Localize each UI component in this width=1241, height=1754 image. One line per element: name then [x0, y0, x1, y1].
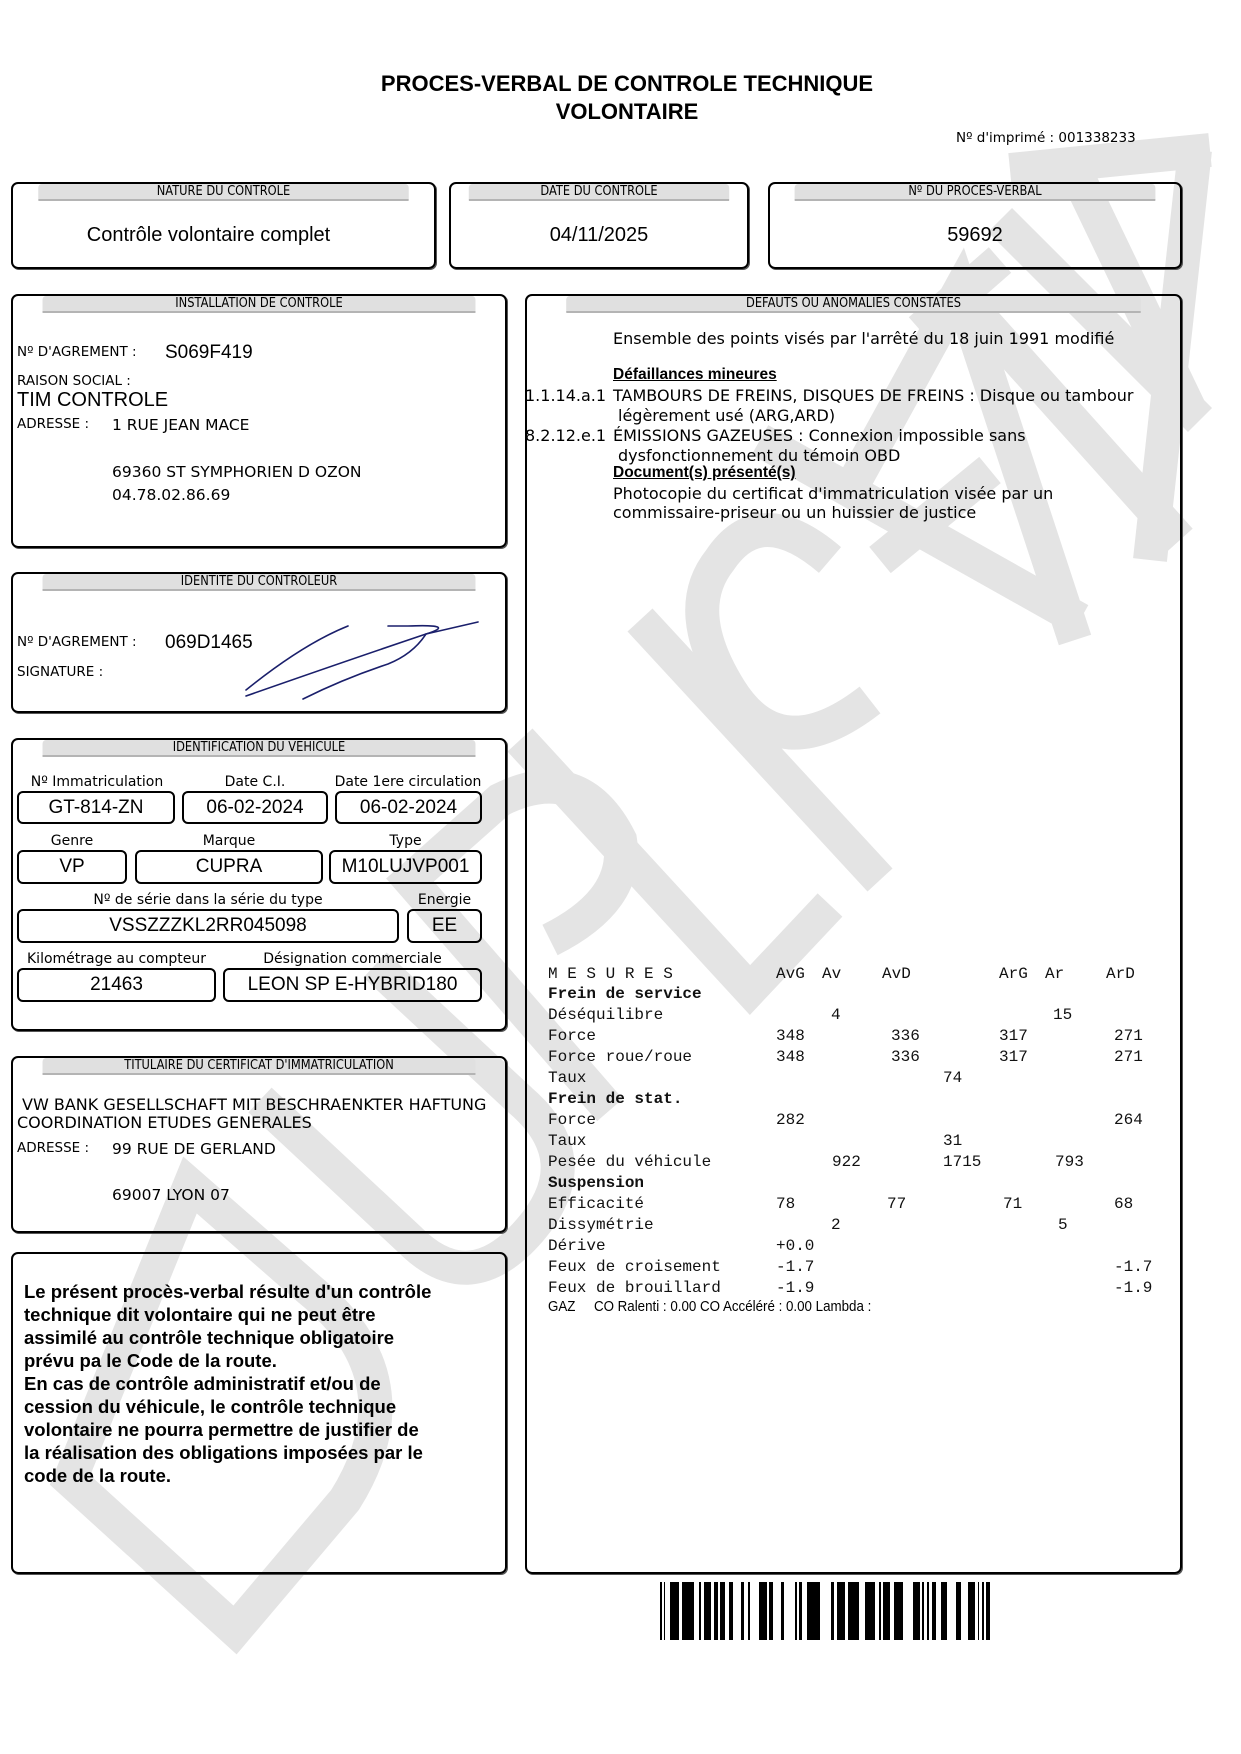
date-circulation-field: 06-02-2024: [335, 791, 482, 824]
cell-avg: 78: [776, 1195, 796, 1213]
barcode-bar: [682, 1582, 694, 1640]
cell-ard: 271: [1114, 1027, 1143, 1045]
pv-number-value: 59692: [947, 224, 1003, 246]
barcode-space: [773, 1582, 782, 1640]
pv-number-box: [768, 182, 1182, 269]
cell-av: 922: [832, 1153, 861, 1171]
kilometrage-field: 21463: [17, 968, 216, 1002]
barcode-bar: [894, 1582, 903, 1640]
cell-mid: 74: [943, 1069, 963, 1087]
controleur-agrement-value: 069D1465: [165, 632, 253, 653]
defaut-item-text-cont: légèrement usé (ARG,ARD): [618, 406, 836, 425]
signature-label: SIGNATURE :: [17, 664, 104, 680]
marque-field: CUPRA: [135, 850, 323, 884]
type-field: M10LUJVP001: [329, 850, 482, 884]
cell-avg: 348: [776, 1027, 805, 1045]
controleur-box: [11, 572, 507, 713]
cell-arg: 317: [999, 1027, 1028, 1045]
barcode-bar: [759, 1582, 768, 1640]
documents-heading: Document(s) présenté(s): [613, 464, 796, 481]
cell-ar: 793: [1055, 1153, 1084, 1171]
nature-label: NATURE DU CONTROLE: [38, 184, 408, 201]
cell-mid: 1715: [943, 1153, 982, 1171]
marque-label: Marque: [202, 833, 256, 849]
barcode-bar: [670, 1582, 679, 1640]
date-circulation-label: Date 1ere circulation: [334, 774, 482, 790]
defaut-item-text: TAMBOURS DE FREINS, DISQUES DE FREINS : Disque ou tambour: [613, 386, 1134, 405]
cell-ard: 264: [1114, 1111, 1143, 1129]
cell-avg: 282: [776, 1111, 805, 1129]
barcode-bar: [807, 1582, 820, 1640]
serie-label: Nº de série dans la série du type: [93, 892, 323, 908]
barcode-bar: [704, 1582, 711, 1640]
titulaire-box: [11, 1056, 507, 1233]
barcode-space: [820, 1582, 830, 1640]
row-label: Dérive: [548, 1237, 606, 1255]
date-ci-label: Date C.I.: [224, 774, 286, 790]
pv-number-label: Nº DU PROCES-VERBAL: [795, 184, 1156, 201]
installation-agrement-label: Nº D'AGREMENT :: [17, 344, 137, 360]
raison-social-label: RAISON SOCIAL :: [17, 373, 131, 389]
controleur-label: IDENTITE DU CONTROLEUR: [43, 574, 476, 591]
notice-line: Le présent procès-verbal résulte d'un contrôle: [24, 1281, 432, 1302]
installation-label: INSTALLATION DE CONTROLE: [43, 296, 476, 313]
row-label: Force: [548, 1111, 597, 1129]
notice-line: En cas de contrôle administratif et/ou de: [24, 1373, 381, 1394]
installation-adresse-label: ADRESSE :: [17, 416, 90, 432]
cell-avd: 77: [887, 1195, 907, 1213]
cell-ard: -1.9: [1114, 1279, 1153, 1297]
signature-scribble: [13, 574, 509, 715]
row-label: Taux: [548, 1069, 587, 1087]
barcode-space: [733, 1582, 741, 1640]
imprime-number: Nº d'imprimé : 001338233: [956, 130, 1136, 146]
col-avg: AvG: [776, 965, 805, 983]
barcode-space: [903, 1582, 913, 1640]
date-ci-field: 06-02-2024: [182, 791, 328, 824]
designation-field: LEON SP E-HYBRID180: [223, 968, 482, 1002]
genre-label: Genre: [50, 833, 94, 849]
nature-box: [11, 182, 436, 269]
cell-ard: 271: [1114, 1048, 1143, 1066]
documents-line2: commissaire-priseur ou un huissier de justice: [613, 503, 977, 522]
barcode-bar: [913, 1582, 920, 1640]
date-value: 04/11/2025: [549, 224, 649, 246]
defaut-item-text: ÉMISSIONS GAZEUSES : Connexion impossible sans: [613, 426, 1026, 445]
cell-avg: -1.9: [776, 1279, 815, 1297]
mesures-title: M E S U R E S: [548, 965, 673, 983]
controleur-agrement-label: Nº D'AGREMENT :: [17, 634, 137, 650]
col-arg: ArG: [999, 965, 1028, 983]
cell-ar: 15: [1053, 1006, 1073, 1024]
row-label: Feux de croisement: [548, 1258, 721, 1276]
document-title-line2: VOLONTAIRE: [555, 99, 699, 124]
cell-ard: -1.7: [1114, 1258, 1153, 1276]
gaz-line: GAZ CO Ralenti : 0.00 CO Accéléré : 0.00 Lambda :: [548, 1299, 872, 1315]
barcode-space: [947, 1582, 956, 1640]
titulaire-adresse-label: ADRESSE :: [17, 1140, 90, 1156]
notice-line: technique dit volontaire qui ne peut être: [24, 1304, 376, 1325]
row-label: Dissymétrie: [548, 1216, 654, 1234]
section-frein-stat: Frein de stat.: [548, 1090, 683, 1108]
defauts-box: [525, 294, 1182, 1574]
raison-social-value: TIM CONTROLE: [17, 389, 169, 411]
defaut-item-code: 1.1.14.a.1: [525, 386, 607, 405]
serie-field: VSSZZZKL2RR045098: [17, 909, 399, 943]
col-av: Av: [822, 965, 842, 983]
cell-avd: 336: [891, 1027, 920, 1045]
genre-field: VP: [17, 850, 127, 884]
vehicule-label: IDENTIFICATION DU VEHICULE: [43, 740, 476, 757]
barcode: [660, 1582, 990, 1640]
installation-phone: 04.78.02.86.69: [112, 486, 231, 504]
mesures-table: [548, 965, 1168, 1305]
row-label: Force: [548, 1027, 597, 1045]
cell-avg: -1.7: [776, 1258, 815, 1276]
document-title-line1: PROCES-VERBAL DE CONTROLE TECHNIQUE: [380, 71, 874, 96]
barcode-space: [961, 1582, 969, 1640]
cell-avg: +0.0: [776, 1237, 815, 1255]
notice-line: prévu pa le Code de la route.: [24, 1350, 277, 1371]
defaillances-mineures-heading: Défaillances mineures: [613, 366, 777, 383]
vehicule-box: [11, 738, 507, 1031]
installation-agrement-value: S069F419: [165, 342, 253, 363]
installation-box: [11, 294, 507, 548]
cell-av: 4: [831, 1006, 841, 1024]
type-label: Type: [389, 833, 422, 849]
defaut-item-code: 8.2.12.e.1: [525, 426, 607, 445]
col-avd: AvD: [882, 965, 911, 983]
section-frein-service: Frein de service: [548, 985, 702, 1003]
cell-ard: 68: [1114, 1195, 1134, 1213]
cell-av: 2: [831, 1216, 841, 1234]
installation-adresse-line1: 1 RUE JEAN MACE: [112, 416, 250, 434]
documents-line1: Photocopie du certificat d'immatriculation visée par un: [613, 484, 1054, 503]
immatriculation-field: GT-814-ZN: [17, 791, 175, 824]
notice-text: [24, 1280, 431, 1487]
cell-arg: 317: [999, 1048, 1028, 1066]
titulaire-name-line1: VW BANK GESELLSCHAFT MIT BESCHRAENKTER HAFTUNG: [22, 1095, 487, 1114]
date-box: [449, 182, 749, 269]
section-suspension: Suspension: [548, 1174, 645, 1192]
col-ar: Ar: [1045, 965, 1065, 983]
defauts-label: DEFAUTS OU ANOMALIES CONSTATES: [566, 296, 1141, 313]
barcode-bar: [865, 1582, 875, 1640]
row-label: Pesée du véhicule: [548, 1153, 712, 1171]
barcode-space: [784, 1582, 795, 1640]
nature-value: Contrôle volontaire complet: [86, 224, 331, 246]
date-label: DATE DU CONTROLE: [469, 184, 729, 201]
row-label: Force roue/roue: [548, 1048, 693, 1066]
notice-line: code de la route.: [24, 1465, 172, 1486]
energie-field: EE: [407, 909, 482, 943]
barcode-bar: [848, 1582, 860, 1640]
designation-label: Désignation commerciale: [263, 951, 442, 967]
row-label: Déséquilibre: [548, 1006, 664, 1024]
cell-arg: 71: [1003, 1195, 1023, 1213]
cell-ar: 5: [1058, 1216, 1068, 1234]
cell-avg: 348: [776, 1048, 805, 1066]
barcode-bar: [986, 1582, 990, 1640]
notice-line: la réalisation des obligations imposées par le: [24, 1442, 423, 1463]
defauts-intro: Ensemble des points visés par l'arrêté du 18 juin 1991 modifié: [613, 329, 1115, 348]
energie-label: Energie: [417, 892, 472, 908]
titulaire-label: TITULAIRE DU CERTIFICAT D'IMMATRICULATION: [43, 1058, 476, 1075]
row-label: Taux: [548, 1132, 587, 1150]
barcode-bar: [837, 1582, 846, 1640]
cell-avd: 336: [891, 1048, 920, 1066]
notice-line: volontaire ne pourra permettre de justifier de: [24, 1419, 419, 1440]
titulaire-adresse-line2: 69007 LYON 07: [112, 1186, 230, 1204]
notice-line: assimilé au contrôle technique obligatoire: [24, 1327, 395, 1348]
row-label: Efficacité: [548, 1195, 645, 1213]
titulaire-name-line2: COORDINATION ETUDES GENERALES: [17, 1113, 312, 1132]
cell-mid: 31: [943, 1132, 963, 1150]
col-ard: ArD: [1106, 965, 1135, 983]
defaut-item-text-cont: dysfonctionnement du témoin OBD: [618, 446, 901, 465]
notice-line: cession du véhicule, le contrôle technique: [24, 1396, 397, 1417]
barcode-space: [750, 1582, 759, 1640]
notice-box: [11, 1252, 507, 1574]
kilometrage-label: Kilométrage au compteur: [27, 951, 206, 967]
installation-adresse-line2: 69360 ST SYMPHORIEN D OZON: [112, 463, 362, 481]
barcode-bar: [968, 1582, 975, 1640]
titulaire-adresse-line1: 99 RUE DE GERLAND: [112, 1140, 276, 1158]
row-label: Feux de brouillard: [548, 1279, 721, 1297]
immatriculation-label: Nº Immatriculation: [30, 774, 164, 790]
